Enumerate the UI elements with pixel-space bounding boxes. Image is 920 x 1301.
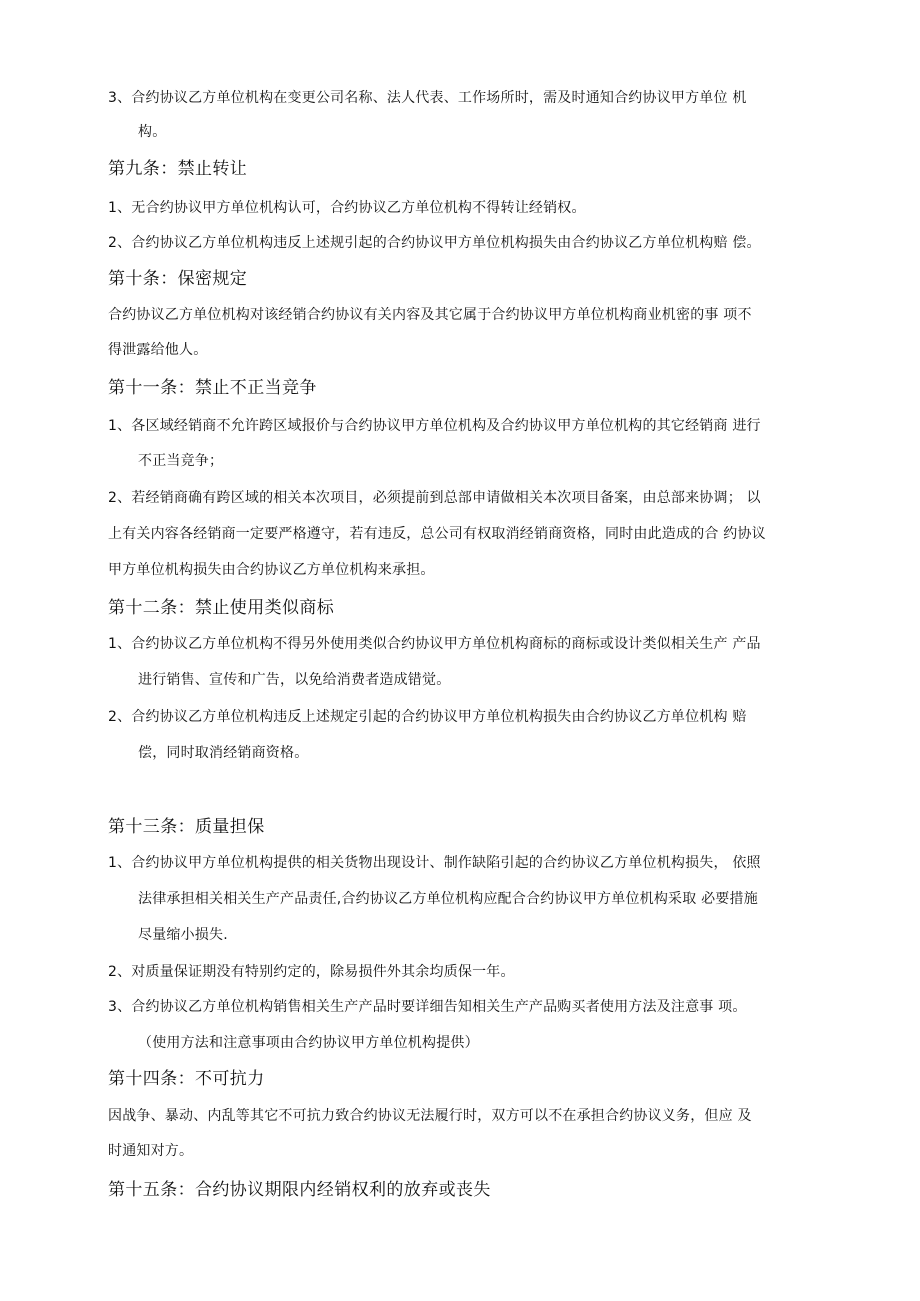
art12-item2-line1: 2、合约协议乙方单位机构违反上述规定引起的合约协议甲方单位机构损失由合约协议乙方单位机构 赔 — [108, 709, 747, 725]
art8-item3-line1: 3、合约协议乙方单位机构在变更公司名称、法人代表、工作场所时，需及时通知合约协议甲方单位 机 — [108, 90, 747, 106]
art9-item2: 2、合约协议乙方单位机构违反上述规引起的合约协议甲方单位机构损失由合约协议乙方单位机构赔 偿。 — [108, 235, 761, 251]
art13-item3-line1: 3、合约协议乙方单位机构销售相关生产产品时要详细告知相关生产产品购买者使用方法及注意事 项。 — [108, 999, 747, 1015]
art10-para-line1: 合约协议乙方单位机构对该经销合约协议有关内容及其它属于合约协议甲方单位机构商业机密的事 项不 — [108, 307, 752, 323]
art13-item2: 2、对质量保证期没有特别约定的，除易损件外其余均质保一年。 — [108, 964, 515, 980]
art15-heading: 第十五条：合约协议期限内经销权利的放弃或丧失 — [108, 1180, 491, 1200]
art11-item2-line3: 甲方单位机构损失由合约协议乙方单位机构来承担。 — [108, 562, 435, 578]
art14-para-line2: 时通知对方。 — [108, 1143, 194, 1159]
art12-item1-line2: 进行销售、宣传和广告，以免给消费者造成错觉。 — [138, 672, 451, 688]
art12-heading: 第十二条：禁止使用类似商标 — [108, 598, 335, 618]
art13-item1-line2: 法律承担相关相关生产产品责任,合约协议乙方单位机构应配合合约协议甲方单位机构采取 必要措施 — [138, 891, 758, 907]
art13-item1-line1: 1、合约协议甲方单位机构提供的相关货物出现设计、制作缺陷引起的合约协议乙方单位机构损失， 依照 — [108, 855, 761, 871]
art11-item2-line1: 2、若经销商确有跨区域的相关本次项目，必须提前到总部申请做相关本次项目备案，由总部来协调； 以 — [108, 490, 761, 506]
art11-item1-line2: 不正当竞争； — [138, 453, 224, 469]
art12-item1-line1: 1、合约协议乙方单位机构不得另外使用类似合约协议甲方单位机构商标的商标或设计类似相关生产 产品 — [108, 636, 761, 652]
art14-para-line1: 因战争、暴动、内乱等其它不可抗力致合约协议无法履行时，双方可以不在承担合约协议义务，但应 及 — [108, 1108, 752, 1124]
art10-para-line2: 得泄露给他人。 — [108, 342, 208, 358]
art11-item2-line2: 上有关内容各经销商一定要严格遵守，若有违反，总公司有权取消经销商资格，同时由此造成的合 约协议 — [108, 526, 766, 542]
art13-heading: 第十三条：质量担保 — [108, 817, 265, 837]
art10-heading: 第十条：保密规定 — [108, 269, 248, 289]
art11-item1-line1: 1、各区域经销商不允许跨区域报价与合约协议甲方单位机构及合约协议甲方单位机构的其它经销商 进行 — [108, 418, 761, 434]
art8-item3-line2: 构。 — [138, 124, 167, 140]
art9-heading: 第九条：禁止转让 — [108, 159, 248, 179]
art11-heading: 第十一条：禁止不正当竞争 — [108, 378, 317, 398]
art14-heading: 第十四条：不可抗力 — [108, 1069, 265, 1089]
art13-item1-line3: 尽量缩小损失. — [138, 927, 228, 943]
art13-item3-line2: （使用方法和注意事项由合约协议甲方单位机构提供） — [138, 1035, 479, 1051]
art9-item1: 1、无合约协议甲方单位机构认可，合约协议乙方单位机构不得转让经销权。 — [108, 200, 586, 216]
art12-item2-line2: 偿，同时取消经销商资格。 — [138, 745, 309, 761]
